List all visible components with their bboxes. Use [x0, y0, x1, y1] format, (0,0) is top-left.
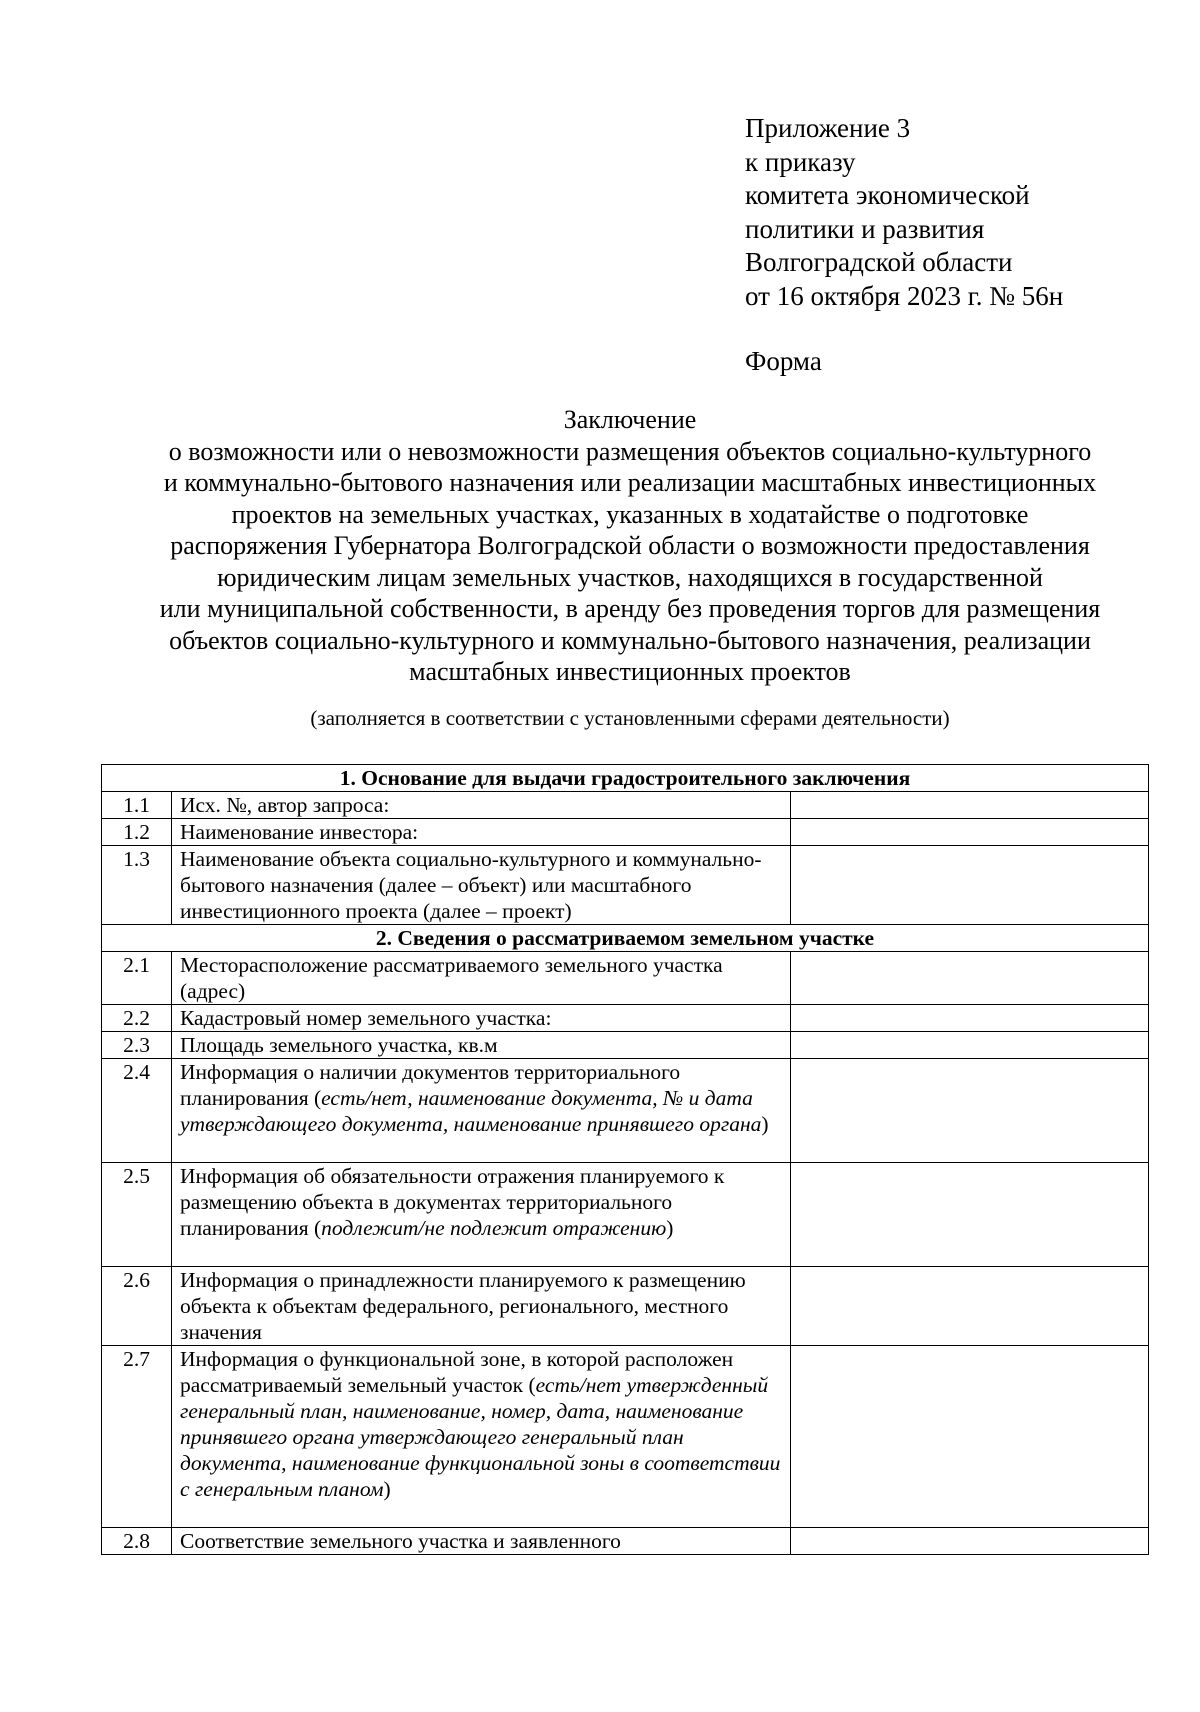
row-label	[172, 1267, 791, 1346]
row-value-cell[interactable]	[791, 1267, 1149, 1346]
table-row	[102, 1163, 1149, 1267]
row-value-cell[interactable]	[791, 819, 1149, 846]
row-value-cell[interactable]	[791, 792, 1149, 819]
table-row	[102, 1528, 1149, 1555]
table-row	[102, 1059, 1149, 1163]
row-label-part: Кадастровый номер земельного участка:	[180, 1006, 552, 1030]
appendix-line: комитета экономической	[745, 180, 1030, 210]
title-line: и коммунально-бытового назначения или реализации масштабных инвестиционных	[163, 468, 1097, 497]
row-number: 2.8	[102, 1528, 172, 1555]
row-number: 2.7	[102, 1346, 172, 1528]
title-line: масштабных инвестиционных проектов	[409, 657, 851, 686]
row-label-part: Информация о принадлежности планируемого к размещению объекта к объектам федерального, регионального, местного значения	[180, 1268, 746, 1344]
appendix-line: к приказу	[745, 146, 856, 177]
row-value-cell[interactable]	[791, 1059, 1149, 1163]
table-row	[102, 819, 1149, 846]
row-label	[172, 1528, 791, 1555]
title-line: объектов социально-культурного и коммунально-бытового назначения, реализации	[169, 625, 1091, 655]
row-label-part: Соответствие земельного участка и заявленного	[180, 1529, 621, 1553]
row-number: 2.2	[102, 1005, 172, 1032]
row-label	[172, 1059, 791, 1163]
table-row	[102, 846, 1149, 925]
table-row	[102, 792, 1149, 819]
conclusion-form-table	[101, 764, 1149, 1555]
row-label	[172, 1005, 791, 1032]
row-label-part: Наименование объекта социально-культурного и коммунально-бытового назначения (далее – объект) или масштабного инвестиционного проекта (далее – проект)	[180, 847, 762, 923]
row-value-cell[interactable]	[791, 1528, 1149, 1555]
row-label-part: Информация об обязательности отражения планируемого к размещению объекта в документах территориального планирования (	[180, 1164, 725, 1240]
row-label-part: Информация о функциональной зоне, в которой расположен рассматриваемый земельный участок (	[180, 1347, 734, 1397]
form-label: Форма	[745, 346, 822, 376]
document-title	[100, 404, 1160, 688]
table-row	[102, 1032, 1149, 1059]
row-number: 2.3	[102, 1032, 172, 1059]
row-number: 1.2	[102, 819, 172, 846]
section-header-row	[102, 925, 1149, 952]
row-label	[172, 846, 791, 925]
row-number: 1.3	[102, 846, 172, 925]
table-row	[102, 1005, 1149, 1032]
form-table-body	[102, 765, 1149, 1555]
row-label-part: Площадь земельного участка, кв.м	[180, 1033, 498, 1057]
row-label-part: Информация о наличии документов территориального планирования (	[180, 1060, 681, 1110]
row-number: 2.1	[102, 952, 172, 1005]
row-label-italic-part: подлежит/не подлежит отражению	[321, 1216, 667, 1240]
row-value-cell[interactable]	[791, 952, 1149, 1005]
appendix-line: политики и развития	[745, 213, 985, 244]
appendix-block	[745, 112, 1063, 313]
row-label-part: Исх. №, автор запроса:	[180, 793, 390, 817]
row-value-cell[interactable]	[791, 1032, 1149, 1059]
row-value-cell[interactable]	[791, 1005, 1149, 1032]
fill-instructions-note: (заполняется в соответствии с установленными сферами деятельности)	[310, 706, 950, 730]
row-label	[172, 1346, 791, 1528]
row-number: 2.6	[102, 1267, 172, 1346]
table-row	[102, 952, 1149, 1005]
section-header-row	[102, 765, 1149, 792]
row-label-part: Наименование инвестора:	[180, 820, 419, 844]
row-label	[172, 792, 791, 819]
row-label-part: Месторасположение рассматриваемого земельного участка (адрес)	[180, 953, 723, 1003]
row-label	[172, 819, 791, 846]
table-row	[102, 1346, 1149, 1528]
title-line: проектов на земельных участках, указанных в ходатайстве о подготовке	[231, 499, 1029, 529]
row-value-cell[interactable]	[791, 1163, 1149, 1267]
appendix-line: Волгоградской области	[745, 247, 1013, 277]
appendix-line: Приложение 3	[745, 113, 911, 143]
appendix-line: от 16 октября 2023 г. № 56н	[745, 280, 1064, 311]
row-number: 2.5	[102, 1163, 172, 1267]
row-label-part: )	[761, 1112, 769, 1136]
title-line: распоряжения Губернатора Волгоградской области о возможности предоставления	[170, 531, 1090, 560]
title-line: о возможности или о невозможности размещения объектов социально-культурного	[168, 436, 1092, 466]
row-number: 1.1	[102, 792, 172, 819]
title-line: или муниципальной собственности, в аренду без проведения торгов для размещения	[159, 594, 1101, 623]
table-row	[102, 1267, 1149, 1346]
row-value-cell[interactable]	[791, 1346, 1149, 1528]
row-label-italic-part: есть/нет, наименование документа, № и дата утверждающего документа, наименование принявшего органа	[180, 1086, 762, 1136]
row-label-italic-part: есть/нет утвержденный генеральный план, наименование, номер, дата, наименование принявшего органа утверждающего генеральный план документа, наименование функциональной зоны в соответствии с генеральным планом	[180, 1373, 781, 1501]
row-label-part: )	[383, 1477, 391, 1501]
row-value-cell[interactable]	[791, 846, 1149, 925]
section-title: 2. Сведения о рассматриваемом земельном участке	[102, 925, 1149, 952]
row-number: 2.4	[102, 1059, 172, 1163]
row-label	[172, 1032, 791, 1059]
section-title: 1. Основание для выдачи градостроительного заключения	[102, 765, 1149, 792]
row-label	[172, 1163, 791, 1267]
row-label	[172, 952, 791, 1005]
title-line: юридическим лицам земельных участков, находящихся в государственной	[217, 562, 1043, 592]
title-line: Заключение	[563, 405, 697, 434]
row-label-part: )	[666, 1216, 674, 1240]
